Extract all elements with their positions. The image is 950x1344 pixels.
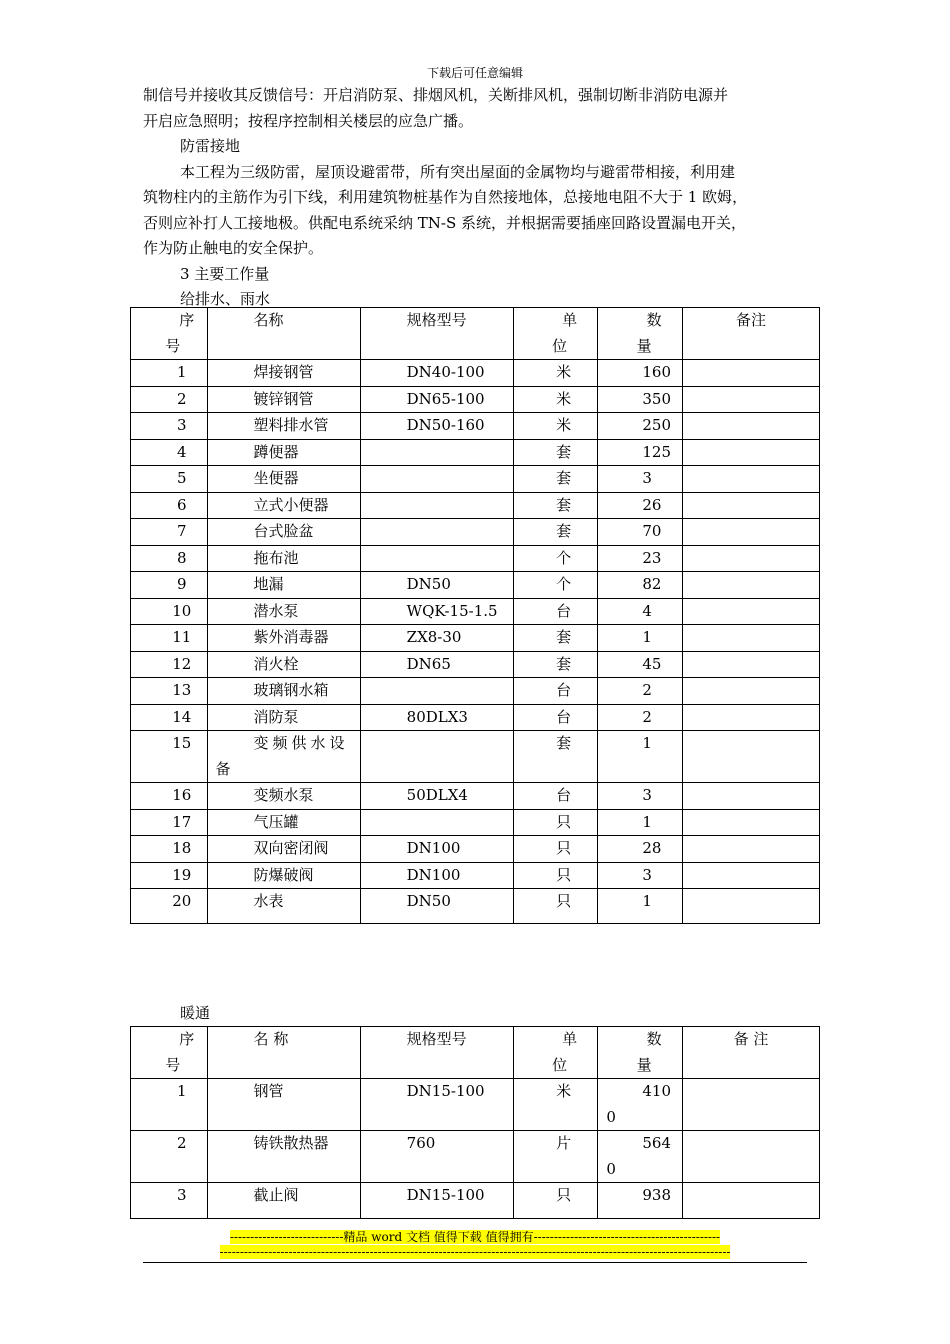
cell-name: 双向密闭阀 <box>207 836 360 863</box>
cell-seq: 12 <box>131 651 208 678</box>
table-header-row <box>131 1027 820 1079</box>
cell-spec: 760 <box>360 1131 513 1183</box>
cell-quantity-line-2: 0 <box>606 1159 616 1178</box>
header-spec: 规格型号 <box>360 1027 513 1079</box>
cell-spec: ZX8-30 <box>360 625 513 652</box>
cell-note <box>682 889 819 924</box>
cell-seq: 5 <box>131 466 208 493</box>
header-name: 名称 <box>207 308 360 360</box>
cell-spec: 80DLX3 <box>360 704 513 731</box>
cell-unit: 米 <box>513 360 598 387</box>
cell-seq: 7 <box>131 519 208 546</box>
cell-seq: 18 <box>131 836 208 863</box>
lightning-line-2: 筑物柱内的主筋作为引下线，利用建筑物桩基作为自然接地体，总接地电阻不大于 1 欧姆， <box>143 188 748 206</box>
cell-spec: DN100 <box>360 862 513 889</box>
cell-spec: WQK-15-1.5 <box>360 598 513 625</box>
cell-name: 台式脸盆 <box>207 519 360 546</box>
table-row <box>131 572 820 599</box>
cell-unit: 只 <box>513 809 598 836</box>
table-row <box>131 862 820 889</box>
cell-quantity: 28 <box>598 836 683 863</box>
cell-note <box>682 360 819 387</box>
cell-unit: 台 <box>513 598 598 625</box>
cell-note <box>682 678 819 705</box>
cell-quantity: 3 <box>598 783 683 810</box>
cell-quantity: 4 <box>598 598 683 625</box>
cell-name: 地漏 <box>207 572 360 599</box>
cell-unit: 只 <box>513 889 598 924</box>
cell-quantity: 3 <box>598 466 683 493</box>
cell-unit: 只 <box>513 836 598 863</box>
cell-spec <box>360 466 513 493</box>
cell-spec <box>360 519 513 546</box>
cell-quantity: 26 <box>598 492 683 519</box>
cell-name: 塑料排水管 <box>207 413 360 440</box>
table-row <box>131 651 820 678</box>
cell-quantity: 3 <box>598 862 683 889</box>
hvac-heading-block <box>143 1001 823 1027</box>
table-row <box>131 783 820 810</box>
cell-name: 消火栓 <box>207 651 360 678</box>
table-row <box>131 836 820 863</box>
cell-note <box>682 651 819 678</box>
plumbing-quantity-table <box>130 307 820 924</box>
lightning-line-1: 本工程为三级防雷，屋顶设避雷带，所有突出屋面的金属物均与避雷带相接，利用建 <box>180 162 736 181</box>
cell-seq: 8 <box>131 545 208 572</box>
cell-name: 变频水泵 <box>207 783 360 810</box>
table-row <box>131 704 820 731</box>
cell-spec: DN50 <box>360 889 513 924</box>
cell-name: 防爆破阀 <box>207 862 360 889</box>
cell-seq: 6 <box>131 492 208 519</box>
table-header-row <box>131 308 820 360</box>
cell-note <box>682 809 819 836</box>
lightning-heading: 防雷接地 <box>180 137 241 155</box>
cell-seq: 20 <box>131 889 208 924</box>
hvac-title: 暖通 <box>180 1004 211 1022</box>
cell-quantity: 2 <box>598 678 683 705</box>
cell-note <box>682 836 819 863</box>
header-seq: 序 号 <box>131 1027 208 1079</box>
cell-unit: 片 <box>513 1131 598 1183</box>
cell-spec: DN50 <box>360 572 513 599</box>
cell-spec <box>360 492 513 519</box>
cell-quantity: 23 <box>598 545 683 572</box>
table-row <box>131 731 820 783</box>
cell-seq: 19 <box>131 862 208 889</box>
cell-unit: 套 <box>513 492 598 519</box>
cell-unit: 台 <box>513 704 598 731</box>
cell-note <box>682 731 819 783</box>
cell-quantity <box>598 1079 683 1131</box>
page-header: 下载后可任意编辑 <box>426 66 523 80</box>
cell-quantity: 1 <box>598 889 683 924</box>
cell-seq: 3 <box>131 1183 208 1219</box>
cell-unit: 只 <box>513 862 598 889</box>
cell-name: 气压罐 <box>207 809 360 836</box>
cell-quantity: 350 <box>598 386 683 413</box>
cell-unit: 米 <box>513 413 598 440</box>
cell-spec: DN50-160 <box>360 413 513 440</box>
cell-name: 紫外消毒器 <box>207 625 360 652</box>
cell-seq: 1 <box>131 1079 208 1131</box>
cell-quantity-line-1: 564 <box>642 1134 672 1152</box>
cell-note <box>682 492 819 519</box>
cell-note <box>682 1183 819 1219</box>
section3-subtitle: 给排水、雨水 <box>180 290 271 308</box>
cell-spec: DN15-100 <box>360 1183 513 1219</box>
table-row <box>131 360 820 387</box>
cell-seq: 16 <box>131 783 208 810</box>
cell-name <box>207 731 360 783</box>
cell-quantity-line-2: 0 <box>606 1107 616 1126</box>
cell-note <box>682 466 819 493</box>
cell-quantity: 125 <box>598 439 683 466</box>
table-row <box>131 1183 820 1219</box>
cell-seq: 11 <box>131 625 208 652</box>
table-row <box>131 492 820 519</box>
cell-spec: DN100 <box>360 836 513 863</box>
cell-spec <box>360 809 513 836</box>
cell-spec <box>360 545 513 572</box>
cell-unit: 米 <box>513 1079 598 1131</box>
cell-quantity: 70 <box>598 519 683 546</box>
cell-spec <box>360 678 513 705</box>
table-row <box>131 889 820 924</box>
cell-name: 蹲便器 <box>207 439 360 466</box>
cell-unit: 套 <box>513 651 598 678</box>
cell-seq: 2 <box>131 386 208 413</box>
header-note: 备 注 <box>682 1027 819 1079</box>
cell-unit: 个 <box>513 545 598 572</box>
cell-spec <box>360 731 513 783</box>
cell-quantity: 45 <box>598 651 683 678</box>
cell-seq: 15 <box>131 731 208 783</box>
table-row <box>131 625 820 652</box>
cell-name: 焊接钢管 <box>207 360 360 387</box>
cell-seq: 3 <box>131 413 208 440</box>
table-row <box>131 545 820 572</box>
lightning-line-4: 作为防止触电的安全保护。 <box>143 239 324 257</box>
cell-name: 潜水泵 <box>207 598 360 625</box>
table-row <box>131 519 820 546</box>
cell-unit: 套 <box>513 625 598 652</box>
cell-name: 消防泵 <box>207 704 360 731</box>
cell-name-line-1: 变频供水设 <box>253 734 349 752</box>
cell-name: 拖布池 <box>207 545 360 572</box>
cell-note <box>682 862 819 889</box>
cell-note <box>682 519 819 546</box>
cell-unit: 套 <box>513 731 598 783</box>
cell-spec: DN65 <box>360 651 513 678</box>
cell-note <box>682 625 819 652</box>
cell-name: 玻璃钢水箱 <box>207 678 360 705</box>
footer-divider <box>143 1262 807 1263</box>
cell-quantity: 2 <box>598 704 683 731</box>
cell-quantity: 250 <box>598 413 683 440</box>
table-row <box>131 386 820 413</box>
header-note: 备注 <box>682 308 819 360</box>
cell-seq: 13 <box>131 678 208 705</box>
intro-paragraph <box>143 83 823 134</box>
cell-name: 立式小便器 <box>207 492 360 519</box>
header-unit: 单 位 <box>513 308 598 360</box>
footer-banner <box>175 1230 775 1260</box>
cell-quantity-line-1: 938 <box>642 1186 672 1204</box>
lightning-section <box>143 134 823 313</box>
cell-quantity <box>598 1183 683 1219</box>
cell-note <box>682 572 819 599</box>
table-row <box>131 1131 820 1183</box>
hvac-quantity-table <box>130 1026 820 1219</box>
cell-quantity: 160 <box>598 360 683 387</box>
cell-seq: 14 <box>131 704 208 731</box>
cell-seq: 9 <box>131 572 208 599</box>
cell-unit: 个 <box>513 572 598 599</box>
cell-note <box>682 598 819 625</box>
table-row <box>131 466 820 493</box>
cell-spec: DN65-100 <box>360 386 513 413</box>
cell-seq: 2 <box>131 1131 208 1183</box>
cell-unit: 只 <box>513 1183 598 1219</box>
cell-spec: 50DLX4 <box>360 783 513 810</box>
table-row <box>131 809 820 836</box>
cell-unit: 台 <box>513 783 598 810</box>
header-unit: 单 位 <box>513 1027 598 1079</box>
cell-unit: 套 <box>513 466 598 493</box>
header-quantity: 数 量 <box>598 1027 683 1079</box>
lightning-line-3: 否则应补打人工接地极。供配电系统采纳 TN-S 系统，并根据需要插座回路设置漏电开关， <box>143 213 747 232</box>
table-row <box>131 1079 820 1131</box>
cell-unit: 套 <box>513 519 598 546</box>
header-seq: 序 号 <box>131 308 208 360</box>
footer-banner-line-2: ------------------------------------------------------------------------------------------------------------------------------ <box>219 1245 731 1259</box>
table-row <box>131 439 820 466</box>
cell-unit: 套 <box>513 439 598 466</box>
table-row <box>131 598 820 625</box>
cell-quantity <box>598 1131 683 1183</box>
cell-name: 坐便器 <box>207 466 360 493</box>
cell-name-line-2: 备 <box>215 759 231 778</box>
cell-quantity: 1 <box>598 809 683 836</box>
header-spec: 规格型号 <box>360 308 513 360</box>
intro-line-2: 开启应急照明；按程序控制相关楼层的应急广播。 <box>143 111 474 130</box>
cell-note <box>682 386 819 413</box>
cell-note <box>682 413 819 440</box>
section3-title: 3 主要工作量 <box>180 264 270 283</box>
cell-name: 镀锌钢管 <box>207 386 360 413</box>
cell-spec <box>360 439 513 466</box>
footer-banner-line-1: ----------------------------精品 word 文档 值得下载 值得拥有---------------------------------------------- <box>229 1230 721 1244</box>
cell-quantity: 82 <box>598 572 683 599</box>
cell-note <box>682 704 819 731</box>
cell-seq: 1 <box>131 360 208 387</box>
cell-unit: 米 <box>513 386 598 413</box>
cell-note <box>682 783 819 810</box>
table-row <box>131 413 820 440</box>
cell-name: 截止阀 <box>207 1183 360 1219</box>
cell-spec: DN40-100 <box>360 360 513 387</box>
cell-note <box>682 1131 819 1183</box>
cell-name: 钢管 <box>207 1079 360 1131</box>
cell-unit: 台 <box>513 678 598 705</box>
cell-spec: DN15-100 <box>360 1079 513 1131</box>
table-row <box>131 678 820 705</box>
cell-seq: 17 <box>131 809 208 836</box>
cell-quantity-line-1: 410 <box>642 1082 672 1100</box>
cell-quantity: 1 <box>598 625 683 652</box>
intro-line-1: 制信号并接收其反馈信号：开启消防泵、排烟风机，关断排风机，强制切断非消防电源并 <box>143 86 729 104</box>
cell-note <box>682 439 819 466</box>
cell-note <box>682 545 819 572</box>
cell-note <box>682 1079 819 1131</box>
cell-quantity: 1 <box>598 731 683 783</box>
header-name: 名 称 <box>207 1027 360 1079</box>
cell-name: 铸铁散热器 <box>207 1131 360 1183</box>
cell-seq: 4 <box>131 439 208 466</box>
cell-name: 水表 <box>207 889 360 924</box>
header-quantity: 数 量 <box>598 308 683 360</box>
cell-seq: 10 <box>131 598 208 625</box>
